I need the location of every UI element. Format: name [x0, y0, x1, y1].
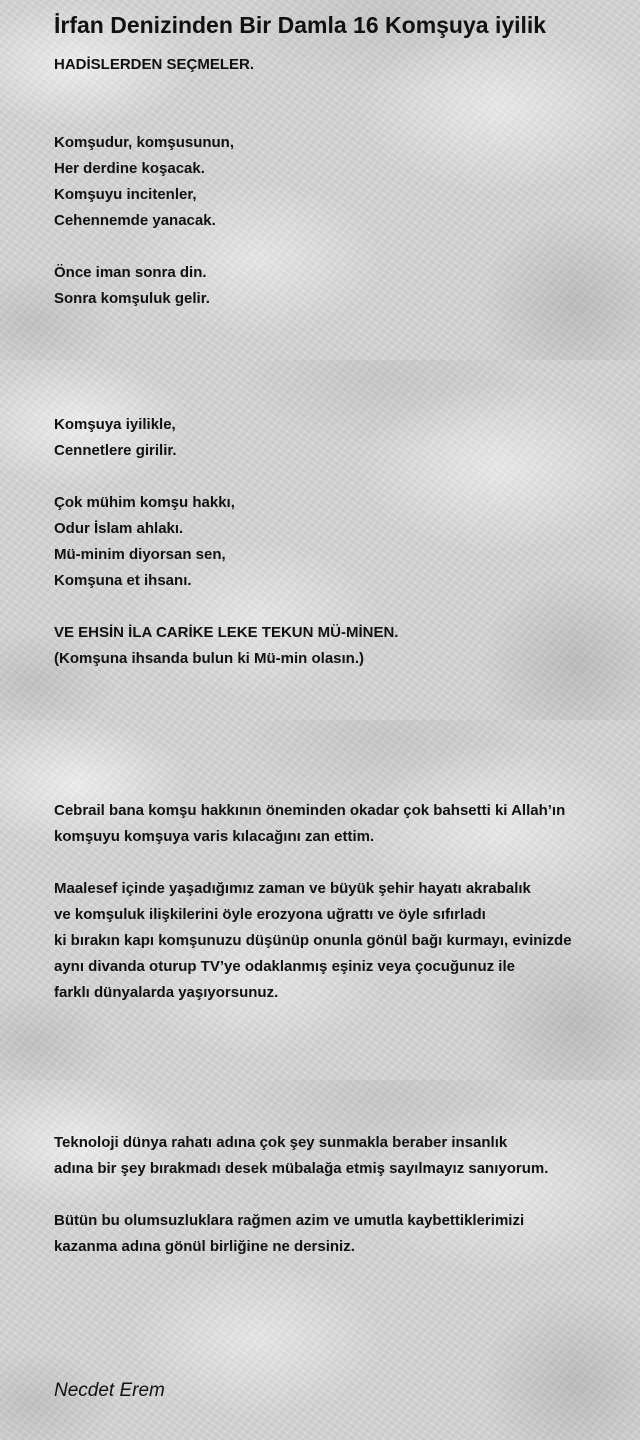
poem-line: Cehennemde yanacak.: [54, 212, 216, 229]
poem-line: Komşuya iyilikle,: [54, 416, 176, 433]
poem-line: [54, 464, 398, 490]
poem-author: Necdet Erem: [54, 1380, 165, 1401]
poem-line: Teknoloji dünya rahatı adına çok şey sunmakla beraber insanlık: [54, 1134, 508, 1151]
poem-line: adına bir şey bırakmadı desek mübalağa etmiş sayılmayız sanıyorum.: [54, 1160, 549, 1177]
poem-line: Çok mühim komşu hakkı,: [54, 494, 235, 511]
stanza-1: [54, 130, 234, 312]
poem-line: Cennetlere girilir.: [54, 442, 177, 459]
poem-line: [54, 234, 234, 260]
stanza-2: [54, 412, 398, 672]
poem-line: Mü-minim diyorsan sen,: [54, 546, 226, 563]
poem-line: Sonra komşuluk gelir.: [54, 290, 210, 307]
poem-line: Maalesef içinde yaşadığımız zaman ve büyük şehir hayatı akrabalık: [54, 880, 531, 897]
poem-subtitle: HADİSLERDEN SEÇMELER.: [54, 56, 255, 73]
poem-line: komşuyu komşuya varis kılacağını zan ettim.: [54, 828, 375, 845]
poem-title: İrfan Denizinden Bir Damla 16 Komşuya iyilik: [54, 12, 547, 38]
poem-line: Bütün bu olumsuzluklara rağmen azim ve umutla kaybettiklerimizi: [54, 1212, 525, 1229]
poem-line: [54, 1182, 548, 1208]
poem-line: Cebrail bana komşu hakkının öneminden okadar çok bahsetti ki Allah’ın: [54, 802, 566, 819]
poem-line: farklı dünyalarda yaşıyorsunuz.: [54, 984, 279, 1001]
poem-line: ki bırakın kapı komşunuzu düşünüp onunla gönül bağı kurmayı, evinizde: [54, 932, 572, 949]
stanza-4: [54, 1130, 548, 1260]
stanza-3: [54, 798, 572, 1006]
poem-line: ve komşuluk ilişkilerini öyle erozyona uğrattı ve öyle sıfırladı: [54, 906, 486, 923]
poem-line: Komşuna et ihsanı.: [54, 572, 192, 589]
poem-line: VE EHSİN İLA CARİKE LEKE TEKUN MÜ-MİNEN.: [54, 624, 399, 641]
poem-line: (Komşuna ihsanda bulun ki Mü-min olasın.): [54, 650, 365, 667]
poem-line: aynı divanda oturup TV’ye odaklanmış eşiniz veya çocuğunuz ile: [54, 958, 515, 975]
poem-line: Komşuyu incitenler,: [54, 186, 197, 203]
poem-line: kazanma adına gönül birliğine ne dersiniz.: [54, 1238, 355, 1255]
poem-line: Odur İslam ahlakı.: [54, 520, 184, 537]
poem-line: Her derdine koşacak.: [54, 160, 205, 177]
poem-line: [54, 850, 572, 876]
poem-line: Komşudur, komşusunun,: [54, 134, 235, 151]
poem-line: [54, 594, 398, 620]
poem-line: Önce iman sonra din.: [54, 264, 207, 281]
